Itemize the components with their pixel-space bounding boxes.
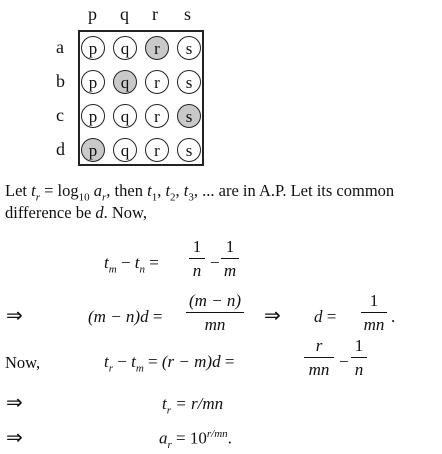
bubble-b-q[interactable]: q <box>113 70 137 94</box>
implies-arrow-4: ⇒ <box>6 425 23 449</box>
bubble-d-r[interactable]: r <box>145 138 169 162</box>
implies-arrow-1: ⇒ <box>6 303 23 327</box>
equation-3-minus: − <box>339 352 349 371</box>
equation-2-fraction: $\frac{(m - n)}{mn}$ <box>186 292 244 334</box>
paragraph-line-2: difference be d. Now, <box>5 203 148 222</box>
bubble-c-s[interactable]: s <box>177 104 201 128</box>
bubble-d-s[interactable]: s <box>177 138 201 162</box>
bubble-d-q[interactable]: q <box>113 138 137 162</box>
equation-1-lhs: $t_m - t_n$ = <box>104 253 159 276</box>
bubble-a-q[interactable]: q <box>113 36 137 60</box>
row-header-0: a <box>56 37 64 57</box>
paragraph-line-1: Let $t_r = \log_{10} a_r$, then $t_1$, $t_2$, $t_3$, ... are in A.P. Let its common <box>5 181 395 204</box>
equation-2-d: d = <box>314 307 337 326</box>
equation-5: $a_r = 10^{r/mn}$. <box>159 428 232 452</box>
bubble-b-s[interactable]: s <box>177 70 201 94</box>
row-header-2: c <box>56 105 64 125</box>
equation-4: $t_r = r/mn$ <box>162 394 224 417</box>
equation-1-fraction-2: $\frac{1}{m}$ <box>221 238 239 280</box>
bubble-b-p[interactable]: p <box>81 70 105 94</box>
bubble-a-s[interactable]: s <box>177 36 201 60</box>
equation-2-d-fraction: $\frac{1}{mn}$ <box>361 292 387 334</box>
equation-1-fraction-1: $\frac{1}{n}$ <box>189 238 205 280</box>
row-header-1: b <box>56 71 65 91</box>
now-label: Now, <box>5 353 41 372</box>
bubble-c-p[interactable]: p <box>81 104 105 128</box>
bubble-a-r[interactable]: r <box>145 36 169 60</box>
implies-arrow-2: ⇒ <box>264 303 281 327</box>
bubble-c-q[interactable]: q <box>113 104 137 128</box>
column-header-2: r <box>152 4 158 24</box>
column-header-1: q <box>120 4 129 24</box>
equation-2-period: . <box>391 307 396 326</box>
bubble-a-p[interactable]: p <box>81 36 105 60</box>
column-header-3: s <box>184 4 192 24</box>
equation-2-lhs: (m − n)d = <box>88 307 163 326</box>
implies-arrow-3: ⇒ <box>6 390 23 414</box>
column-header-0: p <box>88 4 97 24</box>
equation-3-lhs: $t_r - t_m = (r - m)d$ = <box>104 352 235 375</box>
bubble-b-r[interactable]: r <box>145 70 169 94</box>
bubble-d-p[interactable]: p <box>81 138 105 162</box>
bubble-c-r[interactable]: r <box>145 104 169 128</box>
equation-3-fraction-2: $\frac{1}{n}$ <box>351 337 367 379</box>
row-header-3: d <box>56 139 65 159</box>
equation-1-minus: − <box>210 253 220 272</box>
equation-3-fraction-1: $\frac{r}{mn}$ <box>304 337 334 379</box>
